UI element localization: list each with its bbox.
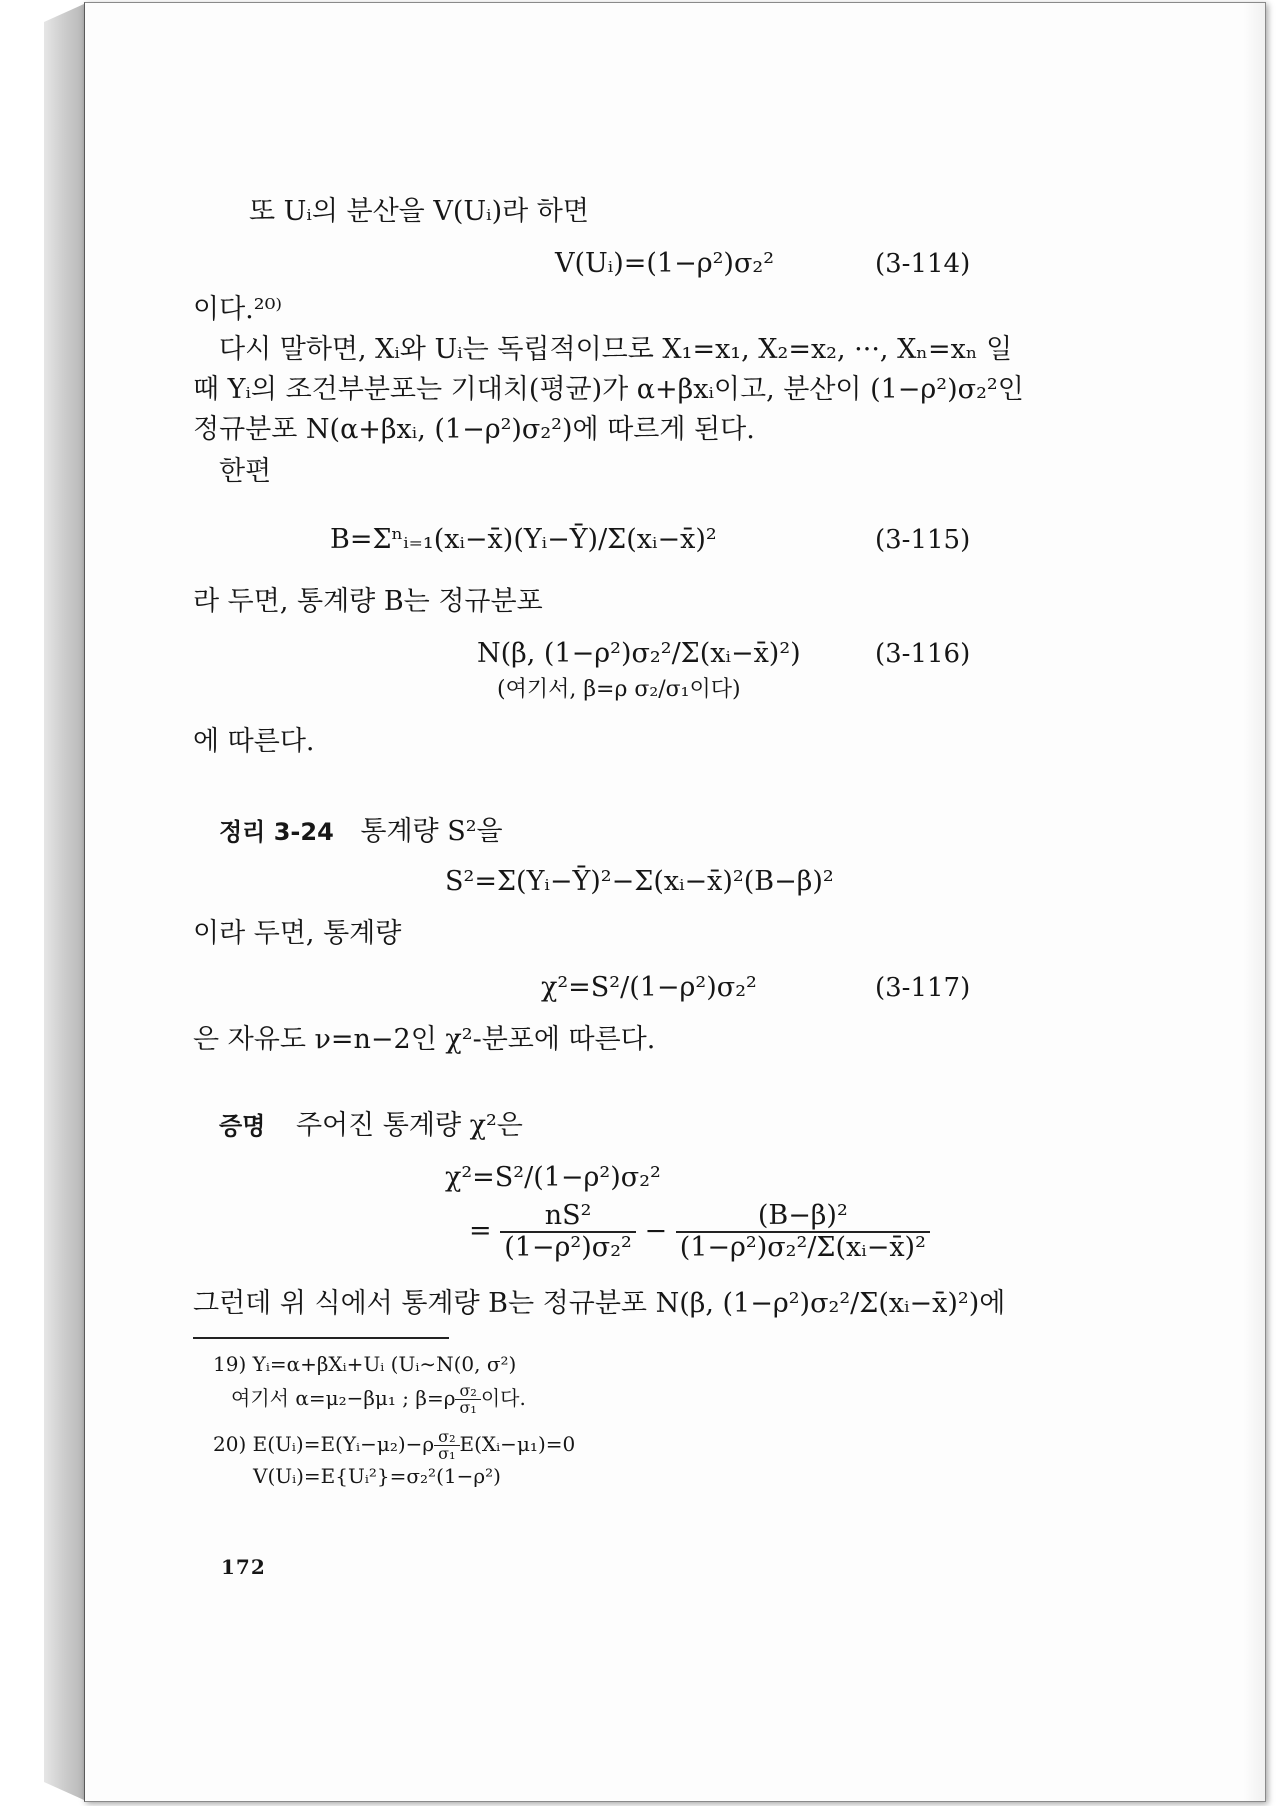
- footnote-20-line-1: [213, 1429, 575, 1462]
- proof-fraction-1: [500, 1201, 636, 1263]
- footnote-20-text-a: 20) E(Uᵢ)=E(Yᵢ−μ₂)−ρ: [213, 1432, 435, 1456]
- text-line-10: 은 자유도 ν=n−2인 χ²-분포에 따른다.: [193, 1024, 656, 1055]
- proof-equation-2: [469, 1201, 930, 1263]
- footnote-19-text-b: 이다.: [480, 1386, 526, 1410]
- text-line-11: 그런데 위 식에서 통계량 B는 정규분포 N(β, (1−ρ²)σ₂²/Σ(xᵢ−x̄)²)에: [193, 1288, 1006, 1319]
- equation-number-3-115: (3-115): [875, 525, 971, 555]
- text-line-4: 때 Yᵢ의 조건부분포는 기대치(평균)가 α+βxᵢ이고, 분산이 (1−ρ²)σ₂²인: [193, 374, 1024, 405]
- footnote-20-fraction-numerator: σ₂: [438, 1427, 456, 1446]
- theorem-line: [219, 815, 503, 849]
- proof-fraction-1-denominator: (1−ρ²)σ₂²: [500, 1231, 636, 1263]
- proof-equals: =: [469, 1215, 492, 1247]
- equation-number-3-116: (3-116): [875, 639, 971, 669]
- footnote-20-fraction-denominator: σ₁: [434, 1445, 459, 1462]
- book-page: [84, 2, 1266, 1802]
- footnote-19-fraction-denominator: σ₁: [455, 1399, 480, 1416]
- proof-label: 증명: [219, 1112, 266, 1140]
- proof-equation-1: χ²=S²/(1−ρ²)σ₂²: [445, 1162, 661, 1193]
- footnote-19-text-a: 여기서 α=μ₂−βμ₁ ; β=ρ: [231, 1386, 456, 1410]
- proof-line: [219, 1109, 523, 1143]
- theorem-text: 통계량 S²을: [360, 816, 503, 847]
- text-line-1: 또 Uᵢ의 분산을 V(Uᵢ)라 하면: [249, 196, 589, 227]
- theorem-label: 정리 3-24: [219, 818, 334, 846]
- equation-3-115: B=Σⁿᵢ₌₁(xᵢ−x̄)(Yᵢ−Ȳ)/Σ(xᵢ−x̄)²: [330, 524, 717, 555]
- footnote-19-line-2: [231, 1383, 526, 1416]
- equation-3-117: χ²=S²/(1−ρ²)σ₂²: [541, 972, 757, 1003]
- footnote-19-fraction-numerator: σ₂: [459, 1381, 477, 1400]
- page-number: 172: [221, 1555, 266, 1579]
- proof-fraction-2: [676, 1201, 930, 1263]
- proof-fraction-2-numerator: (B−β)²: [757, 1200, 848, 1231]
- proof-fraction-2-denominator: (1−ρ²)σ₂²/Σ(xᵢ−x̄)²: [676, 1231, 930, 1263]
- footnote-19-fraction: [455, 1383, 480, 1416]
- footnote-20-text-b: E(Xᵢ−μ₁)=0: [459, 1432, 576, 1456]
- proof-text: 주어진 통계량 χ²은: [295, 1110, 523, 1141]
- text-line-9: 이라 두면, 통계량: [193, 918, 402, 949]
- text-line-2: 이다.²⁰⁾: [193, 294, 283, 325]
- equation-number-3-117: (3-117): [875, 973, 971, 1003]
- footnote-rule: [193, 1337, 449, 1339]
- footnote-20-line-2: V(Uᵢ)=E{Uᵢ²}=σ₂²(1−ρ²): [253, 1464, 501, 1488]
- equation-s-squared: S²=Σ(Yᵢ−Ȳ)²−Σ(xᵢ−x̄)²(B−β)²: [445, 866, 834, 897]
- footnote-20-fraction: [434, 1429, 459, 1462]
- text-line-8: 에 따른다.: [193, 726, 315, 757]
- equation-3-116-note: (여기서, β=ρ σ₂/σ₁이다): [497, 677, 741, 702]
- text-line-5: 정규분포 N(α+βxᵢ, (1−ρ²)σ₂²)에 따르게 된다.: [193, 414, 755, 445]
- equation-number-3-114: (3-114): [875, 249, 971, 279]
- text-line-6: 한편: [219, 456, 272, 487]
- text-line-3: 다시 말하면, Xᵢ와 Uᵢ는 독립적이므로 X₁=x₁, X₂=x₂, ···, Xₙ=xₙ 일: [219, 334, 1013, 365]
- equation-3-116: N(β, (1−ρ²)σ₂²/Σ(xᵢ−x̄)²): [477, 638, 801, 669]
- book-spine: [44, 4, 84, 1800]
- equation-3-114: V(Uᵢ)=(1−ρ²)σ₂²: [555, 248, 775, 279]
- text-line-7: 라 두면, 통계량 B는 정규분포: [193, 586, 543, 617]
- footnote-19-line-1: 19) Yᵢ=α+βXᵢ+Uᵢ (Uᵢ∼N(0, σ²): [213, 1352, 517, 1376]
- proof-fraction-1-numerator: nS²: [544, 1200, 592, 1231]
- proof-minus: −: [644, 1215, 668, 1247]
